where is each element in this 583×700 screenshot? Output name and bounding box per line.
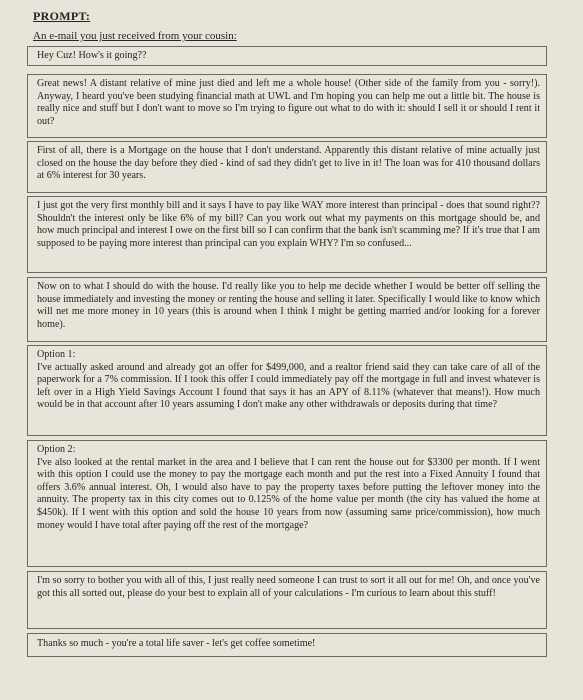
prompt-heading: PROMPT: [33, 9, 91, 23]
paragraph-1: Great news! A distant relative of mine just died and left me a whole house! (Other side of the family from you - sorry!). Anyway, I heard you've been studying financial math at UWL and I'm hoping you can help me out a little bit. The house is really nice and stuff but I don't want to move so I'm trying to figure out what to do with it: should I sell it or should I rent it out? [37, 78, 540, 127]
paragraph-box-4 [27, 277, 547, 342]
option-2-title: Option 2: [37, 444, 76, 455]
greeting-text: Hey Cuz! How's it going?? [37, 50, 147, 61]
paragraph-box-2 [27, 141, 547, 193]
paragraph-box-5 [27, 571, 547, 629]
paragraph-box-3 [27, 196, 547, 273]
paragraph-4: Now on to what I should do with the house. I'd really like you to help me decide whether I would be better off selling the house immediately and investing the money or renting the house and selling it later. Specifically I would like to know which will net me more money in 10 years (this is around when I think I might be getting married and/or looking for a forever home). [37, 281, 540, 330]
intro-line: An e-mail you just received from your cousin: [33, 30, 237, 42]
greeting-box [27, 46, 547, 66]
paragraph-box-1 [27, 74, 547, 138]
paragraph-2: First of all, there is a Mortgage on the house that I don't understand. Apparently this distant relative of mine actually just closed on the house the day before they died - kind of sad they didn't get to live in it! The loan was for 410 thousand dollars at 6% interest for 30 years. [37, 145, 540, 182]
option-1-text: I've actually asked around and already got an offer for $499,000, and a realtor friend said they can take care of all of the paperwork for a 7% commission. If I took this offer I could immediately pay off the mortgage in full and invest whatever is left over in a High Yield Savings Account I found that says it has an APY of 8.11% (whatever that means!). How much would be in that account after 10 years assuming I don't make any other withdrawals or deposits during that time? [37, 361, 540, 411]
signoff-box [27, 633, 547, 657]
option-2-text: I've also looked at the rental market in the area and I believe that I can rent the house out for $3300 per month. If I went with this option I could use the money to pay the mortgage each month and put the rest into a Fixed Annuity I found that offers 3.6% annual interest. Oh, I would also have to pay the property taxes before putting the leftover money into the annuity. The property tax in this city comes out to 0.125% of the home value per month (the city has valued the home at $450k). If I went with this option and sold the house 10 years from now (assuming same price/commission), how much money would I have total after paying off the rest of the mortgage? [37, 456, 540, 531]
option-1-box [27, 345, 547, 436]
paragraph-3: I just got the very first monthly bill and it says I have to pay like WAY more interest than principal - does that sound right?? Shouldn't the interest only be like 6% of my bill? Can you work out what my payments on this mortgage should be, and how much principal and interest I owe on the first bill so I can confirm that the bank isn't scamming me? If it's true that I am supposed to be paying more interest than principal can you explain WHY? I'm so confused... [37, 200, 540, 249]
option-1-title: Option 1: [37, 349, 76, 360]
paragraph-5: I'm so sorry to bother you with all of this, I just really need someone I can trust to sort it all out for me! Oh, and once you've got this all sorted out, please do your best to explain all of your calculations - I'm curious to learn about this stuff! [37, 575, 540, 599]
signoff-text: Thanks so much - you're a total life saver - let's get coffee sometime! [37, 638, 316, 649]
option-2-box [27, 440, 547, 567]
